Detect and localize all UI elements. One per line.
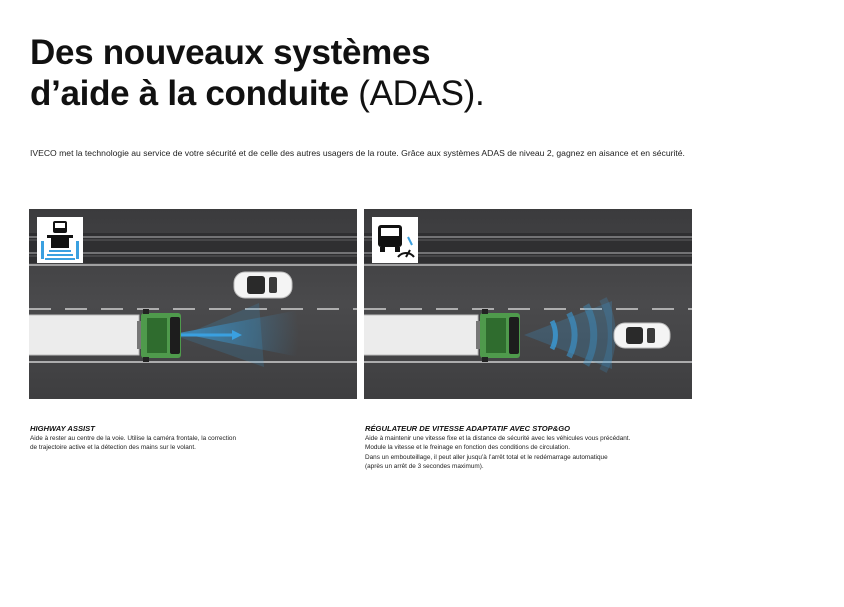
- highway-assist-caption: [30, 423, 360, 453]
- page-title: [30, 32, 484, 114]
- badge-adaptive-cruise: [372, 217, 418, 263]
- adaptive-cruise-illustration: [364, 209, 692, 399]
- adaptive-cruise-icon: [372, 217, 418, 263]
- lane-assist-icon: [37, 217, 83, 263]
- adaptive-cruise-desc-line: Dans un embouteillage, il peut aller jusqu’à l’arrêt total et le redémarrage automatique: [365, 453, 608, 461]
- highway-assist-title: HIGHWAY ASSIST: [30, 424, 95, 433]
- highway-assist-illustration: [29, 209, 357, 399]
- title-line-1: Des nouveaux systèmes: [30, 33, 431, 72]
- highway-assist-desc-line: Aide à rester au centre de la voie. Utilise la caméra frontale, la correction: [30, 435, 237, 442]
- highway-assist-desc-line: de trajectoire active et la détection des mains sur le volant.: [30, 444, 196, 452]
- badge-lane-assist: [37, 217, 83, 263]
- title-line-2: d’aide à la conduite: [30, 74, 349, 113]
- adaptive-cruise-title: RÉGULATEUR DE VITESSE ADAPTATIF AVEC STOP&GO: [365, 424, 571, 433]
- title-acronym: (ADAS).: [348, 74, 485, 113]
- adaptive-cruise-caption: [365, 423, 695, 472]
- intro-paragraph: IVECO met la technologie au service de votre sécurité et de celle des autres usagers de la route. Grâce aux systèmes ADAS de niveau 2, gagnez en aisance et en sécurité.: [30, 148, 685, 158]
- adaptive-cruise-desc-line: Module la vitesse et le freinage en fonction des conditions de circulation.: [365, 444, 570, 452]
- adaptive-cruise-desc-line: (après un arrêt de 3 secondes maximum).: [365, 463, 484, 471]
- adaptive-cruise-desc-line: Aide à maintenir une vitesse fixe et la distance de sécurité avec les véhicules vous précédant.: [365, 435, 631, 442]
